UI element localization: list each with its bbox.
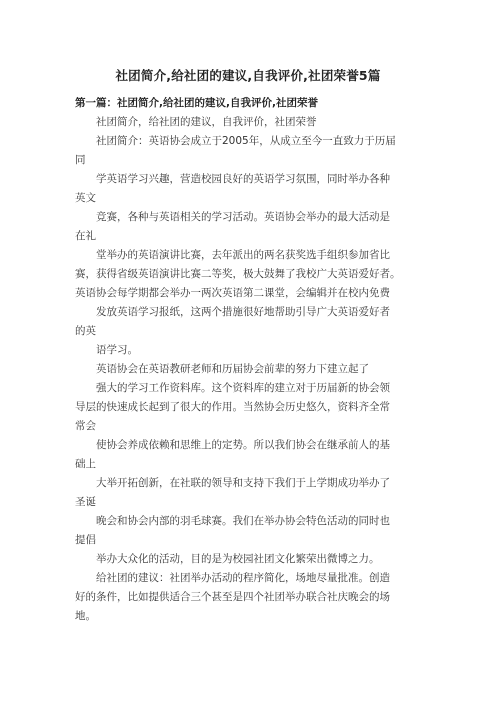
paragraph-line: 强大的学习工作资料库。这个资料库的建立对于历届新的协会领 xyxy=(96,382,390,394)
paragraph-line: 地。 xyxy=(75,610,96,622)
paragraph-line: 在礼 xyxy=(75,230,96,242)
paragraph-line: 语学习。 xyxy=(96,344,138,356)
paragraph-line: 举办大众化的活动，目的是为校园社团文化繁荣出微博之力。 xyxy=(96,553,380,565)
paragraph-line: 好的条件，比如提供适合三个甚至是四个社团举办联合社庆晚会的场 xyxy=(75,591,390,603)
section-heading: 第一篇：社团简介,给社团的建议,自我评价,社团荣誉 xyxy=(75,97,318,109)
document-body xyxy=(75,94,425,626)
paragraph-line: 圣诞 xyxy=(75,496,96,508)
paragraph-line: 社团简介，给社团的建议，自我评价，社团荣誉 xyxy=(96,116,317,128)
paragraph-line: 社团简介：英语协会成立于2005年，从成立至今一直致力于历届 xyxy=(96,135,396,147)
paragraph-line: 英语协会每学期都会举办一两次英语第二课堂，会编辑并在校内免费 xyxy=(75,287,390,299)
paragraph-line: 同 xyxy=(75,154,86,166)
paragraph-line: 导层的快速成长起到了很大的作用。当然协会历史悠久，资料齐全常 xyxy=(75,401,390,413)
paragraph-line: 提倡 xyxy=(75,534,96,546)
paragraph-line: 大举开拓创新，在社联的领导和支持下我们于上学期成功举办了 xyxy=(96,477,390,489)
paragraph-line: 晚会和协会内部的羽毛球赛。我们在举办协会特色活动的同时也 xyxy=(96,515,390,527)
document-title: 社团简介,给社团的建议,自我评价,社团荣誉5篇 xyxy=(115,68,381,83)
paragraph-line: 堂举办的英语演讲比赛，去年派出的两名获奖选手组织参加省比 xyxy=(96,249,390,261)
paragraph-line: 常会 xyxy=(75,420,96,432)
paragraph-line: 使协会养成依赖和思维上的定势。所以我们协会在继承前人的基 xyxy=(96,439,390,451)
paragraph-line: 学英语学习兴趣，营造校园良好的英语学习氛围，同时举办各种 xyxy=(96,173,390,185)
paragraph-line: 竞赛，各种与英语相关的学习活动。英语协会举办的最大活动是 xyxy=(96,211,390,223)
paragraph-line: 赛，获得省级英语演讲比赛二等奖，极大鼓舞了我校广大英语爱好者。 xyxy=(75,268,401,280)
paragraph-line: 给社团的建议：社团举办活动的程序简化，场地尽量批准。创造 xyxy=(96,572,390,584)
paragraph-line: 英文 xyxy=(75,192,96,204)
paragraph-line: 础上 xyxy=(75,458,96,470)
paragraph-line: 发放英语学习报纸，这两个措施很好地帮助引导广大英语爱好者 xyxy=(96,306,390,318)
paragraph-line: 英语协会在英语教研老师和历届协会前辈的努力下建立起了 xyxy=(96,363,369,375)
paragraph-line: 的英 xyxy=(75,325,96,337)
